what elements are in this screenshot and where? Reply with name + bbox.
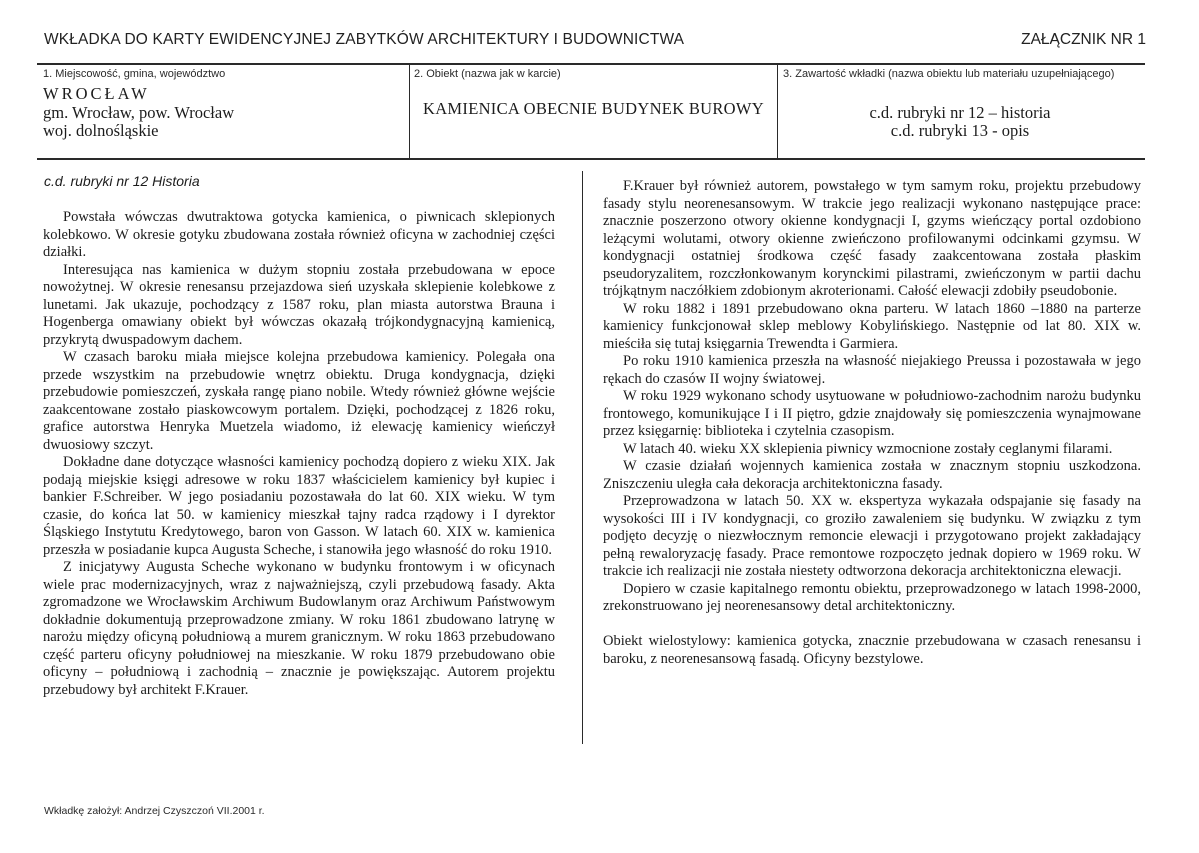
paragraph: Po roku 1910 kamienica przeszła na własność niejakiego Preussa i pozostawała w jego rękach do czasów II wojny światowej. — [603, 353, 1141, 387]
paragraph: W roku 1929 wykonano schody usytuowane w południowo-zachodnim narożu budynku frontowego, komunikujące I i II piętro, gdzie znajdowały się pomieszczenia wynajmowane przez księgarnię: biblioteka i czytelnia czasopism. — [603, 388, 1141, 439]
paragraph: Z inicjatywy Augusta Scheche wykonano w budynku frontowym i w oficynach wiele prac modernizacyjnych, wraz z najważniejszą, czyli przebudową fasady. Akta zgromadzone we Wrocławskim Archiwum Budowlanym oraz Archiwum Państwowym dokładnie dokumentują przeprowadzone zmiany. W roku 1861 zbudowano latrynę w narożu między oficyną południową a murem granicznym. W roku 1863 przebudowano część parteru oficyny południowej na mieszkanie. W roku 1879 przebudowano obie oficyny – południową i zachodnią – znacznie je powiększając. Autorem projektu przebudowy był architekt F.Krauer. — [43, 559, 555, 698]
paragraph: W czasach baroku miała miejsce kolejna przebudowa kamienicy. Polegała ona przede wszystkim na przebudowie wnętrz obiektu. Druga kondygnacja, dzięki przebudowie pomieszczeń, zyskała rangę piano nobile. Wtedy również główne wejście zaakcentowane zostało piaskowcowym portalem. Dzięki, pochodzącej z 1826 roku, grafice autorstwa Henryka Muetzela wiadomo, iż elewację kamienicy wieńczył dwuosiowy szczyt. — [43, 349, 555, 453]
attachment-number: ZAŁĄCZNIK NR 1 — [1021, 31, 1146, 48]
contents-line-2: c.d. rubryki 13 - opis — [890, 121, 1030, 140]
paragraph: Dokładne dane dotyczące własności kamienicy pochodzą dopiero z wieku XIX. Jak podają miejskie księgi adresowe w roku 1837 właścicielem kamienicy był kupiec i bankier F.Schreiber. W jego posiadaniu pozostawała do lat 60. XIX wieku. W tym czasie, do końca lat 50. w kamienicy mieszkał tajny radca rządowy i I dyrektor Śląskiego Instytutu Kredytowego, baron von Gasson. W latach 60. XIX w. kamienica przeszła w posiadanie kupca Augusta Scheche, i stanowiła jego własność do roku 1910. — [43, 454, 555, 558]
paragraph: Powstała wówczas dwutraktowa gotycka kamienica, o piwnicach sklepionych kolebkowo. W okresie gotyku zbudowana została również oficyna w zachodniej części działki. — [43, 209, 555, 260]
document-title: WKŁADKA DO KARTY EWIDENCYJNEJ ZABYTKÓW ARCHITEKTURY I BUDOWNICTWA — [44, 31, 685, 48]
location-city: WROCŁAW — [43, 84, 150, 103]
header-cell-divider-1 — [409, 64, 410, 159]
contents-label: 3. Zawartość wkładki (nazwa obiektu lub materiału uzupełniającego) — [783, 68, 1115, 80]
section-heading: c.d. rubryki nr 12 Historia — [44, 173, 200, 189]
object-name: KAMIENICA OBECNIE BUDYNEK BUROWY — [423, 99, 764, 118]
paragraph: W czasie działań wojennych kamienica została w znacznym stopniu uszkodzona. Zniszczeniu uległa cała dekoracja architektoniczna fasady. — [603, 458, 1141, 492]
paragraph: W latach 40. wieku XX sklepienia piwnicy wzmocnione zostały ceglanymi filarami. — [623, 440, 1113, 457]
paragraph: Przeprowadzona w latach 50. XX w. ekspertyza wykazała odspajanie się fasady na wysokości III i IV kondygnacji, co groziło zawaleniem się budynku. W związku z tym podjęto decyzję o niezwłocznym remoncie elewacji i przygotowano projekt zakładający pełną rewaloryzację fasady. Prace remontowe rozpoczęto jednak dopiero w 1969 roku. W trakcie ich realizacji nie została niestety odtworzona dekoracja architektoniczna elewacji. — [603, 493, 1141, 579]
history-right-column — [603, 178, 1141, 668]
location-gmina: gm. Wrocław, pow. Wrocław — [43, 103, 235, 122]
paragraph: W roku 1882 i 1891 przebudowano okna parteru. W latach 1860 –1880 na parterze kamienicy funkcjonował sklep meblowy Kobylińskiego. Następnie od lat 80. XIX w. mieściła się tutaj księgarnia Trewendta i Garmiera. — [603, 300, 1141, 352]
paragraph: Dopiero w czasie kapitalnego remontu obiektu, przeprowadzonego w latach 1998-2000, zrekonstruowano jej neorenesansowy detal architektoniczny. — [603, 580, 1141, 614]
location-label: 1. Miejscowość, gmina, województwo — [43, 68, 226, 80]
column-divider — [582, 171, 583, 744]
paragraph: Interesująca nas kamienica w dużym stopniu została przebudowana w epoce nowożytnej. W okresie renesansu przejazdowa sień uzyskała sklepienie kolebkowe z lunetami. Jak ukazuje, pochodzący z 1587 roku, plan miasta autorstwa Brauna i Hogenberga omawiany obiekt był wówczas okazałą trójkondygnacyjną kamienicą, przykrytą dwuspadowym dachem. — [43, 261, 555, 348]
summary-paragraph: Obiekt wielostylowy: kamienica gotycka, znacznie przebudowana w czasach renesansu i baroku, z neorenesansową fasadą. Oficyny bezstylowe. — [603, 633, 1141, 667]
paragraph: F.Krauer był również autorem, powstałego w tym samym roku, projektu przebudowy fasady stylu neorenesansowym. W trakcie jego realizacji wykonano następujące prace: znacznie poszerzono otwory okienne kondygnacji I, gzyms wieńczący portal ozdobiono leżącymi wolutami, otwory okienne zwieńczono profilowanymi odcinkami gzymsu. W kondygnacji ostatniej środkowa część fasady zaakcentowana została płaskim pseudoryzalitem, rozczłonkowanym korynckimi pilastrami, zwieńczonym w partii dachu trójkątnym naczółkiem zdobionym akroterionami. Całość elewacji zdobiły pseudobonie. — [603, 178, 1141, 299]
object-label: 2. Obiekt (nazwa jak w karcie) — [414, 68, 561, 80]
header-top-rule — [37, 63, 1145, 65]
author-footer: Wkładkę założył: Andrzej Czyszczoń VII.2001 r. — [44, 805, 265, 817]
history-left-column — [43, 209, 555, 699]
location-voivodeship: woj. dolnośląskie — [43, 121, 159, 140]
contents-line-1: c.d. rubryki nr 12 – historia — [869, 103, 1051, 122]
header-cell-divider-2 — [777, 64, 778, 159]
header-bottom-rule — [37, 158, 1145, 160]
